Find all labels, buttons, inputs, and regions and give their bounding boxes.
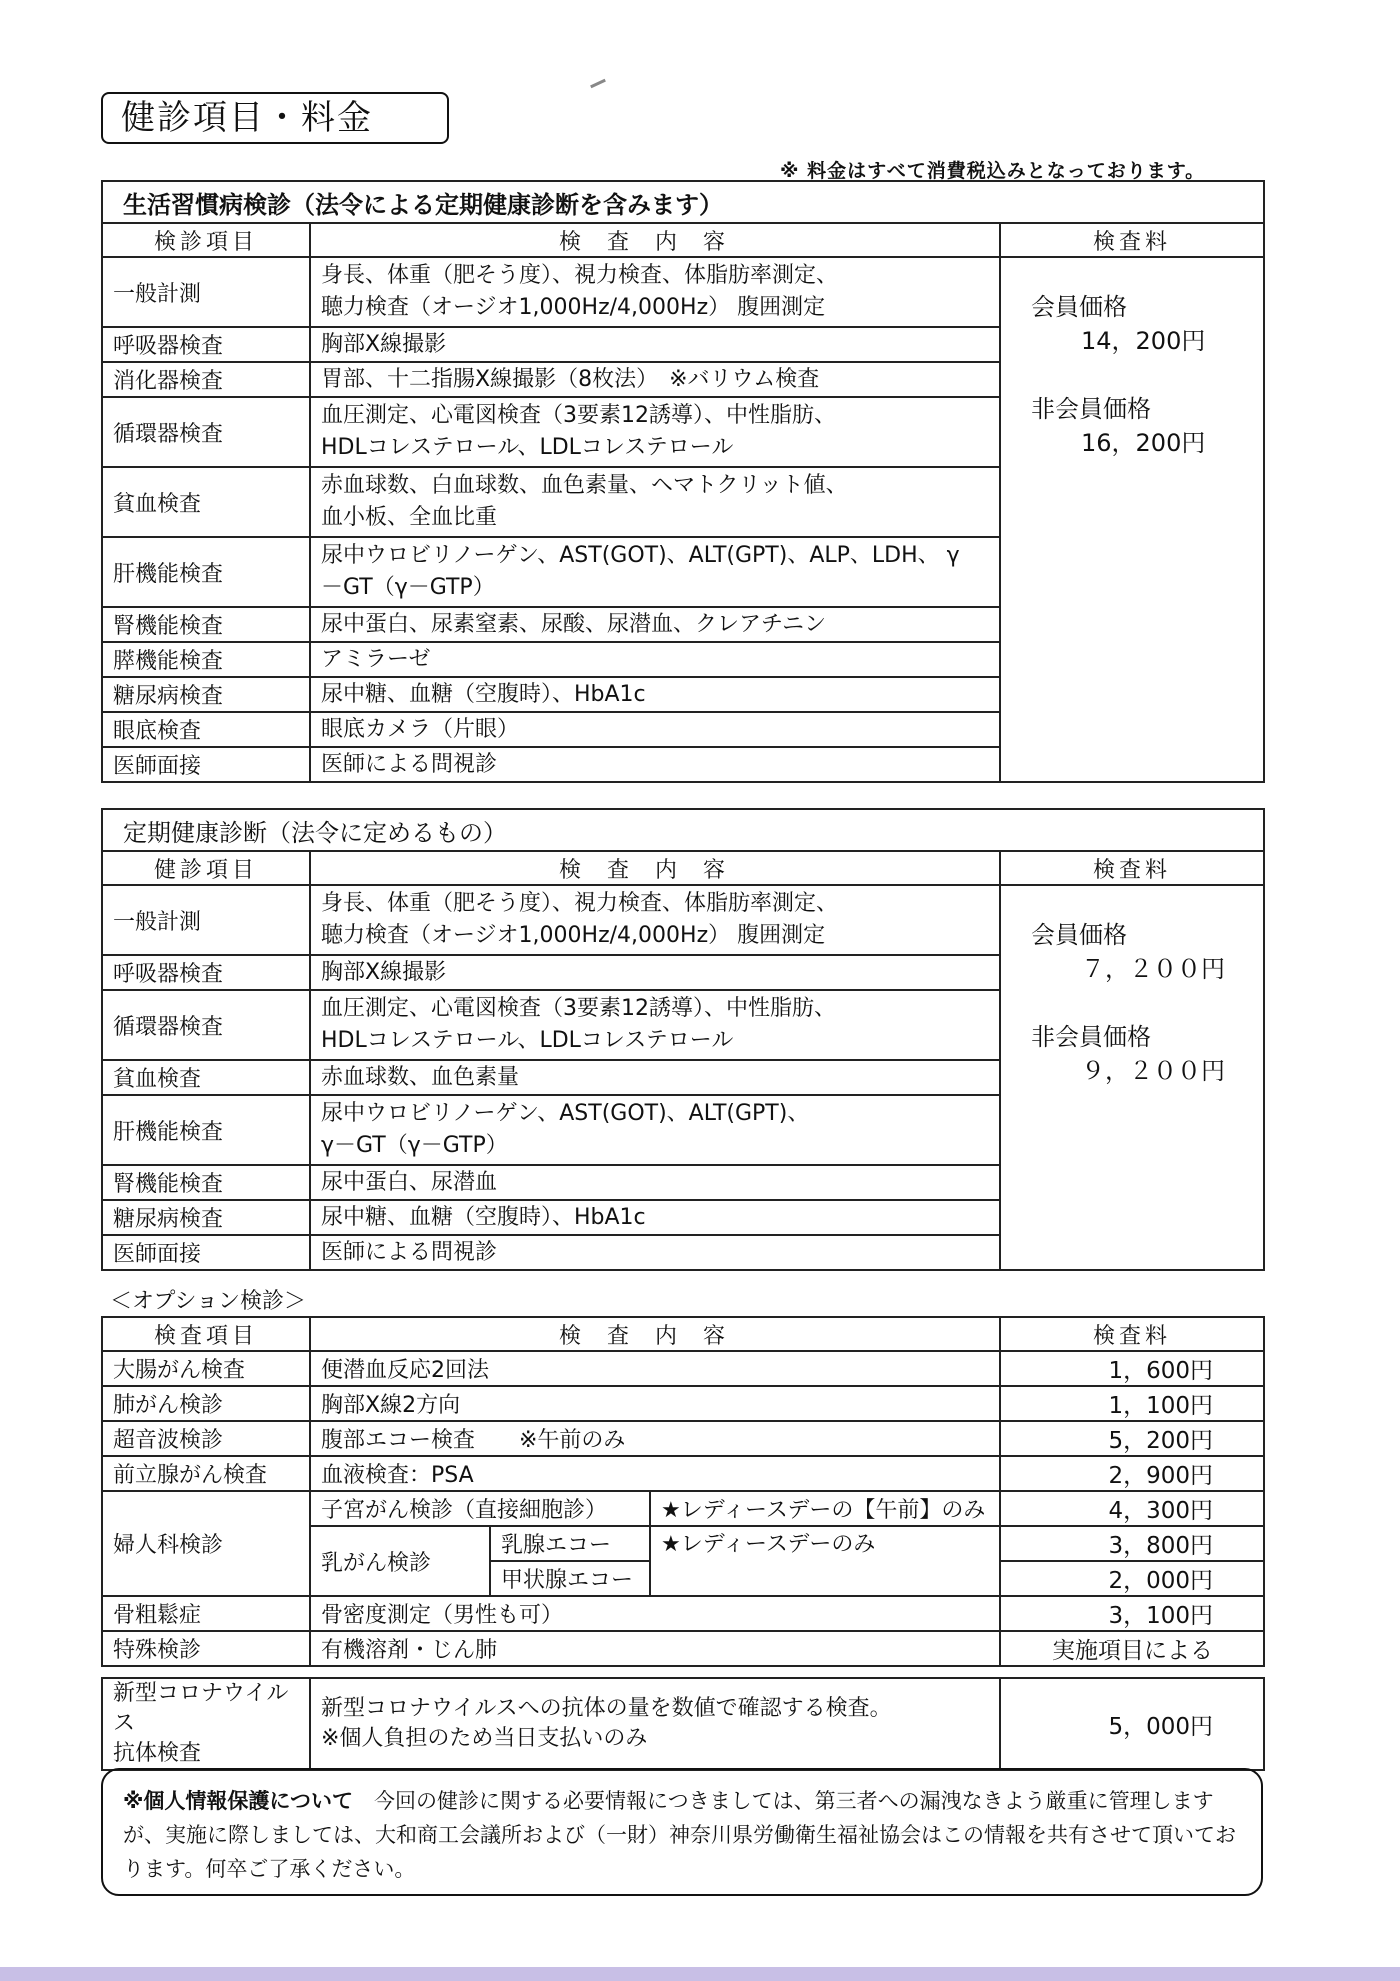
content-cell [310,327,1000,362]
item-cell: 糖尿病検査 [102,677,310,712]
item-cell: 骨粗鬆症 [102,1596,310,1631]
content-cell [310,677,1000,712]
content-cell [310,712,1000,747]
content-cell [310,1165,1000,1200]
content-cell: 血液検査：PSA [310,1456,1000,1491]
table-caption: 定期健康診断（法令に定めるもの） [102,809,1264,851]
uterine-exam: 子宮がん検診（直接細胞診） [310,1491,650,1526]
content-line1: 身長、体重（肥そう度）、視力検査、体脂肪率測定、 [321,263,839,288]
table-row [102,1456,1264,1491]
content-cell [310,1200,1000,1235]
content-line2: 聴力検査（オージオ1,000Hz/4,000Hz） 腹囲測定 [321,923,826,948]
table-row [102,257,1264,327]
fee-spacer [1001,986,1263,1020]
option-checkup-table [101,1316,1265,1667]
content-line1: 赤血球数、白血球数、血色素量、ヘマトクリット値、 [321,473,848,498]
content-cell: 有機溶剤・じん肺 [310,1631,1000,1666]
privacy-text: 今回の健診に関する必要情報につきましては、第三者への漏洩なきよう厳重に管理しますが、実施に際しましては、大和商工会議所および（一財）神奈川県労働衛生福祉協会はこの情報を共有させて頂いております。何卒ご了承ください。 [123,1789,1236,1881]
table-row [102,1351,1264,1386]
fee-cell: 1，600円 [1000,1351,1264,1386]
content-line1: 医師による問視診 [321,751,498,777]
header-item: 検査項目 [102,1317,310,1351]
option-checkup-body [102,1317,1264,1666]
content-line1: 血圧測定、心電図検査（3要素12誘導）、中性脂肪、 [321,996,836,1021]
content-line2: HDLコレステロール、LDLコレステロール [321,1028,734,1053]
member-price: 14，200円 [1081,327,1206,355]
content-line1: 身長、体重（肥そう度）、視力検査、体脂肪率測定、 [321,891,839,916]
content-cell [310,885,1000,955]
content-line1: 尿中糖、血糖（空腹時）、HbA1c [321,1204,646,1230]
content-line2: 血小板、全血比重 [321,505,498,530]
item-cell: 眼底検査 [102,712,310,747]
item-cell: 貧血検査 [102,467,310,537]
item-cell: 特殊検診 [102,1631,310,1666]
header-item: 検診項目 [102,223,310,257]
content-cell [310,397,1000,467]
fee-cell: 5，200円 [1000,1421,1264,1456]
member-price-label: 会員価格 [1031,293,1127,321]
nonmember-price-label: 非会員価格 [1031,395,1151,423]
content-line2: 聴力検査（オージオ1,000Hz/4,000Hz） 腹囲測定 [321,295,826,320]
content-cell [310,1095,1000,1165]
fee-cell [1000,257,1264,782]
thyroid-fee: 2，000円 [1000,1561,1264,1596]
nonmember-price: 16，200円 [1081,429,1206,457]
header-content: 検査内容 [310,1317,1000,1351]
member-price-label: 会員価格 [1031,921,1127,949]
nonmember-price: ９，２００円 [1081,1057,1225,1085]
table-row [102,885,1264,955]
item-cell: 貧血検査 [102,1060,310,1095]
gynecology-item: 婦人科検診 [102,1491,310,1596]
content-cell [310,257,1000,327]
content-line2: γ－GT（γ－GTP） [321,1133,508,1158]
lifestyle-checkup-body [102,181,1264,782]
table-row [102,1386,1264,1421]
item-cell: 循環器検査 [102,990,310,1060]
uterine-fee: 4，300円 [1000,1491,1264,1526]
content-line2: HDLコレステロール、LDLコレステロール [321,435,734,460]
item-cell: 医師面接 [102,747,310,782]
nonmember-price-label: 非会員価格 [1031,1023,1151,1051]
scan-mark [590,79,606,88]
content-cell [310,1060,1000,1095]
header-fee: 検査料 [1000,851,1264,885]
content-cell [310,642,1000,677]
lifestyle-checkup-table [101,180,1265,783]
thyroid-echo: 甲状腺エコー [490,1561,650,1596]
item-cell: 肝機能検査 [102,1095,310,1165]
covid-content-line1: 新型コロナウイルスへの抗体の量を数値で確認する検査。 [321,1696,892,1721]
covid-content [310,1678,1000,1770]
content-line2: －GT（γ－GTP） [321,575,495,600]
content-cell [310,955,1000,990]
item-cell: 前立腺がん検査 [102,1456,310,1491]
fee-spacer [1001,358,1263,392]
content-cell: 胸部X線2方向 [310,1386,1000,1421]
item-cell: 循環器検査 [102,397,310,467]
covid-antibody-table [101,1677,1265,1771]
item-cell: 呼吸器検査 [102,327,310,362]
header-content: 検査内容 [310,223,1000,257]
item-cell: 消化器検査 [102,362,310,397]
item-cell: 膵機能検査 [102,642,310,677]
content-line1: 医師による問視診 [321,1239,498,1265]
breast-exam: 乳がん検診 [310,1526,490,1596]
content-cell [310,537,1000,607]
item-cell: 一般計測 [102,257,310,327]
table-row [102,1631,1264,1666]
covid-content-line2: ※個人負担のため当日支払いのみ [321,1726,648,1751]
uterine-note: ★レディースデーの【午前】のみ [650,1491,1000,1526]
table-row [102,1596,1264,1631]
regular-checkup-body [102,809,1264,1270]
content-cell: 腹部エコー検査 ※午前のみ [310,1421,1000,1456]
fee-cell: 実施項目による [1000,1631,1264,1666]
table-row [102,1491,1264,1526]
fee-cell [1000,885,1264,1270]
item-cell: 呼吸器検査 [102,955,310,990]
tax-note: ※ 料金はすべて消費税込みとなっております。 [780,160,1206,182]
breast-echo-fee: 3，800円 [1000,1526,1264,1561]
content-cell [310,362,1000,397]
content-line1: 血圧測定、心電図検査（3要素12誘導）、中性脂肪、 [321,403,836,428]
content-line1: 尿中蛋白、尿潜血 [321,1169,498,1195]
content-line1: 尿中蛋白、尿素窒素、尿酸、尿潜血、クレアチニン [321,611,827,637]
content-cell [310,747,1000,782]
content-line1: アミラーゼ [321,646,431,672]
member-price: ７，２００円 [1081,955,1225,983]
content-line1: 尿中ウロビリノーゲン、AST(GOT)、ALT(GPT)、 [321,1101,810,1126]
content-cell: 便潜血反応2回法 [310,1351,1000,1386]
table-caption: 生活習慣病検診（法令による定期健康診断を含みます） [102,181,1264,223]
content-cell [310,607,1000,642]
content-line1: 胸部X線撮影 [321,331,447,357]
item-cell: 医師面接 [102,1235,310,1270]
covid-fee: 5，000円 [1000,1678,1264,1770]
breast-note: ★レディースデーのみ [650,1526,1000,1596]
content-line1: 胸部X線撮影 [321,959,447,985]
covid-item [102,1678,310,1770]
page-title: 健診項目・料金 [101,92,449,144]
breast-echo: 乳腺エコー [490,1526,650,1561]
item-cell: 腎機能検査 [102,1165,310,1200]
header-fee: 検査料 [1000,223,1264,257]
item-cell: 肺がん検診 [102,1386,310,1421]
table-row [102,1421,1264,1456]
content-cell [310,990,1000,1060]
item-cell: 肝機能検査 [102,537,310,607]
content-cell [310,467,1000,537]
item-cell: 腎機能検査 [102,607,310,642]
option-heading: ＜オプション検診＞ [110,1289,307,1314]
item-cell: 一般計測 [102,885,310,955]
content-line1: 赤血球数、血色素量 [321,1064,520,1090]
covid-item-line2: 抗体検査 [113,1741,202,1766]
header-fee: 検査料 [1000,1317,1264,1351]
fee-cell: 3，100円 [1000,1596,1264,1631]
content-cell: 骨密度測定（男性も可） [310,1596,1000,1631]
content-line1: 胃部、十二指腸X線撮影（8枚法） ※バリウム検査 [321,366,820,392]
scan-edge [0,1967,1400,1981]
covid-item-line1: 新型コロナウイルス [113,1681,289,1736]
content-line1: 眼底カメラ（片眼） [321,716,520,742]
content-line1: 尿中糖、血糖（空腹時）、HbA1c [321,681,646,707]
content-cell [310,1235,1000,1270]
privacy-notice [101,1768,1263,1896]
item-cell: 糖尿病検査 [102,1200,310,1235]
fee-cell: 1，100円 [1000,1386,1264,1421]
item-cell: 超音波検診 [102,1421,310,1456]
item-cell: 大腸がん検査 [102,1351,310,1386]
privacy-title: ※個人情報保護について [123,1789,353,1813]
regular-checkup-table [101,808,1265,1271]
content-line1: 尿中ウロビリノーゲン、AST(GOT)、ALT(GPT)、ALP、LDH、 γ [321,543,960,568]
fee-cell: 2，900円 [1000,1456,1264,1491]
header-content: 検査内容 [310,851,1000,885]
header-item: 健診項目 [102,851,310,885]
